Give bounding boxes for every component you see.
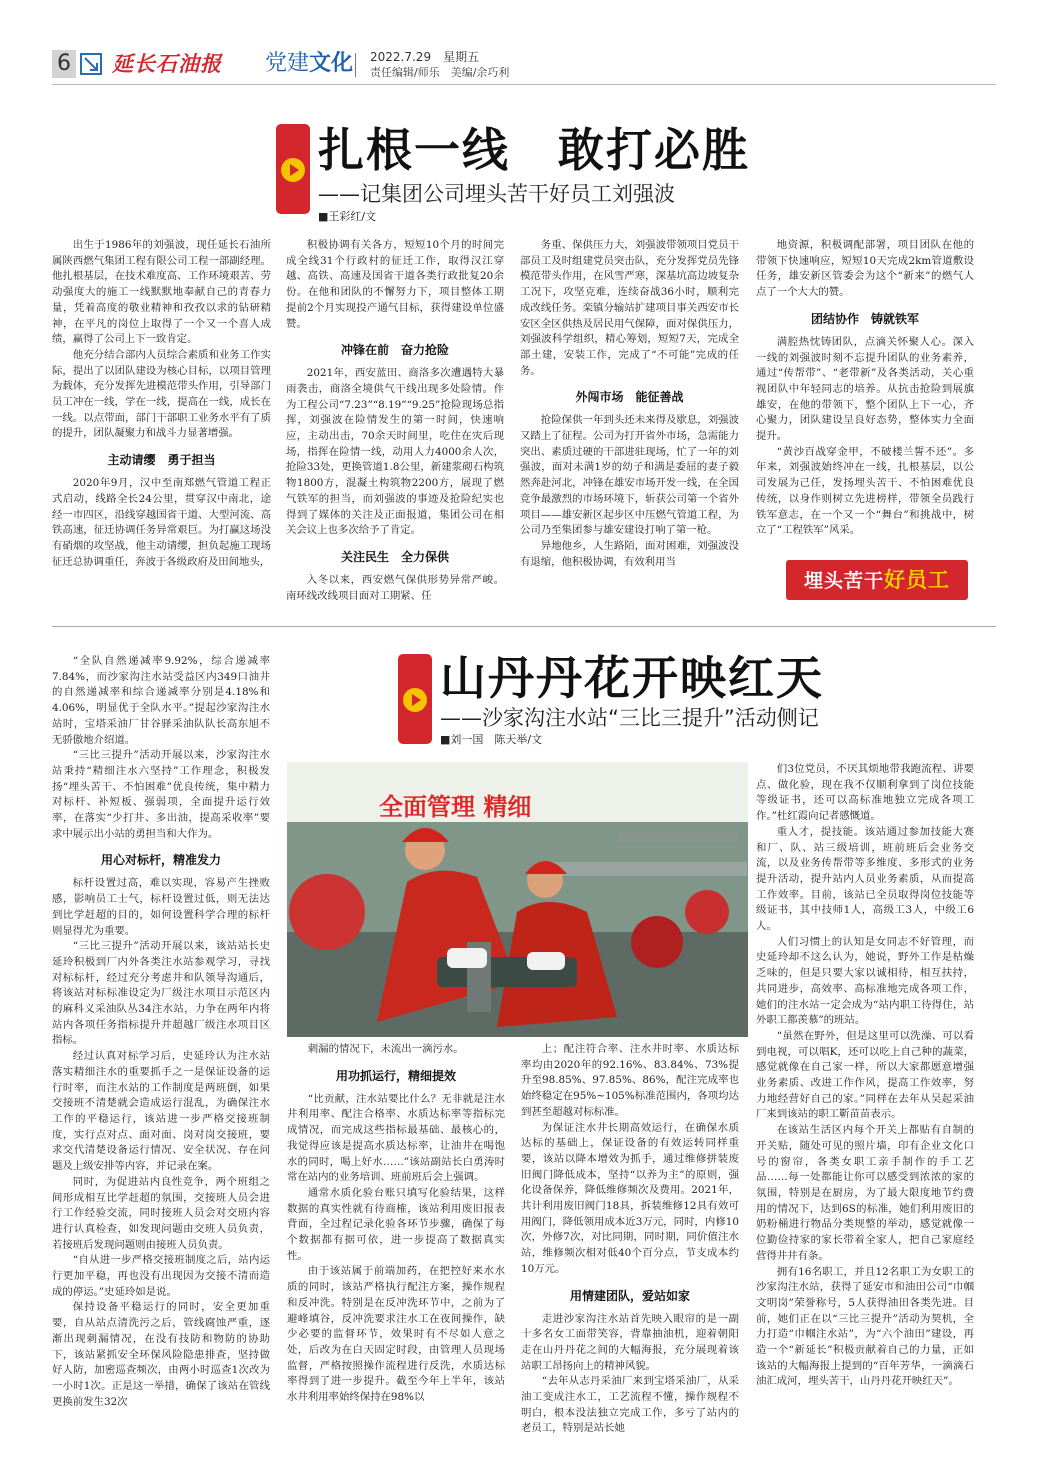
article1-column-4 bbox=[756, 238, 974, 556]
header-divider bbox=[355, 53, 356, 77]
section-heading: 关注民生 全力保供 bbox=[340, 549, 449, 564]
section-heading: 用功抓运行，精细提效 bbox=[335, 1068, 456, 1083]
paragraph: 上；配注符合率、注水井时率、水质达标率均由2020年的92.16%、83.84%、73%提升至98.85%、97.85%、86%，配注完成率也始终稳定在95%~105%标准范围内，各项均达到甚至超越对标标准。 bbox=[521, 1043, 739, 1118]
issue-date: 2022.7.29 星期五 bbox=[370, 50, 480, 64]
paragraph: 异地他乡，人生路陌，面对困难，刘强波没有退缩，他积极协调，有效利用当 bbox=[520, 539, 739, 568]
paragraph: “虽然在野外，但是这里可以洗澡、可以看到电视，可以唱K，还可以吃上自己种的蔬菜，感觉就像在自己家一样，所以大家都愿意增强业务素质、改进工作作风，提高工作效率，努力地经营好自己的家。”同样在去年从吴起采油厂来到该站的职工靳苗苗表示。 bbox=[756, 1029, 974, 1121]
paragraph: 拥有16名职工，并且12名职工为女职工的沙家沟注水站，获得了延安市和油田公司“巾帼文明岗”荣誉称号，5人获得油田各类先进。目前，她们正在以“三比三提升”活动为契机，全力打造“巾帼注水站”，为“六个油田”建设，再造一个“新延长”积极贡献着自己的力量，正如该站的大幅海报上提到的“百年芳华，一滴滴石油汇成河，埋头苦干，山丹丹花开映红天”。 bbox=[756, 1265, 974, 1388]
paragraph: 们3位党员，不厌其烦地带我跑流程、讲要点、做化验，现在我不仅顺利拿到了岗位技能等级证书，还可以高标准地独立完成各项工作。”杜红霞向记者感慨道。 bbox=[756, 763, 974, 823]
paragraph: “黄沙百战穿金甲，不破楼兰誓不还”。多年来，刘强波始终冲在一线，扎根基层，以公司发展为己任，发扬埋头苦干、不怕困难优良传统，以身作则树立先进榜样，带领全员践行铁军意志，在一个又一个“舞台”和挑战中，树立了“工程铁军”风采。 bbox=[756, 445, 974, 537]
paragraph: 2021年，西安蓝田、商洛多次遭遇特大暴雨袭击，商洛全境供气干线出现多处险情。作为工程公司“7.23”“8.19”“9.25”抢险现场总指挥，刘强波在险情发生的第一时间，快速响应，主动出击，70余天时间里，吃住在灾后现场，指挥在险情一线，动用人力4000余人次，抢险33处，更换管道1.8公里，新建浆砌石构筑物1800方，混凝土构筑物2200方，展现了燃气铁军的担当，而刘强波的事迹及抢险纪实也得到了媒体的关注及正面报道，集团公司在相关会议上也多次给予了肯定。 bbox=[286, 367, 504, 537]
article1-title: 扎根一线 敢打必胜 bbox=[318, 123, 750, 177]
article2-column-4 bbox=[756, 762, 974, 1434]
paragraph: 2020年9月，汉中至南郑燃气管道工程正式启动，线路全长24公里，贯穿汉中南北，途经一市四区，沿线穿越国省干道、大型河流、高铁高速，征迁协调任务异常艰巨。为打赢这场没有硝烟的攻坚战，他主动请缨，担负起施工现场征迁总协调重任，奔波于各级政府及田间地头， bbox=[52, 477, 271, 568]
section-heading: 用心对标杆，精准发力 bbox=[100, 853, 221, 868]
paragraph: 保持设备平稳运行的同时，安全更加重要，自从站点清洗污之后，管线腐蚀严重，逐渐出现刺漏情况，在没有技防和物防的协助下，该站紧抓安全环保风险隐患排查，坚持做好人防，加密巡查频次，由两小时巡查1次改为一小时1次。正是这一举措，确保了该站在管线更换前发生32次 bbox=[52, 1301, 270, 1408]
section-heading: 冲锋在前 奋力抢险 bbox=[340, 343, 449, 358]
good-employee-badge bbox=[786, 560, 968, 600]
badge-accent-text: 好员工 bbox=[884, 568, 950, 592]
article2-column-3 bbox=[521, 1042, 739, 1434]
play-icon bbox=[276, 124, 310, 214]
article1-byline: ■王彩红/文 bbox=[318, 210, 377, 223]
paragraph: 标杆设置过高，难以实现，容易产生挫败感，影响员工士气，标杆设置过低，则无法达到比学赶超的目的，如何设置科学合理的标杆则显得尤为重要。 bbox=[52, 877, 270, 937]
article-separator bbox=[52, 626, 996, 627]
section-heading: 团结协作 铸就铁军 bbox=[810, 311, 919, 326]
arrow-icon bbox=[80, 53, 102, 75]
badge-main-text: 埋头苦干 bbox=[803, 570, 884, 592]
paragraph: 务重、保供压力大，刘强波带领项目党员干部员工及时组建党员突击队，充分发挥党员先锋模范带头作用，在风雪严寒，深基坑高边坡复杂工况下，攻坚克难，连续奋战36小时，顺利完成改线任务。栾镇分输站扩建项目事关西安市长安区全区供热及居民用气保障，面对保供压力，刘强波科学组织，精心筹划，短短7天，完成全部土建，安装工作，完成了“不可能”完成的任务。 bbox=[520, 239, 739, 377]
section-name bbox=[265, 50, 353, 78]
play-icon bbox=[398, 654, 432, 744]
paragraph: 人们习惯上的认知是女同志不好管理，而史延玲却不这么认为，她说，野外工作是枯燥乏味的，但是只要大家以诚相待，相互扶持，共同进步，高效率、高标准地完成各项工作，她们的注水站一定会成为“站内职工待得住，站外职工都羡慕”的班站。 bbox=[756, 935, 974, 1027]
section-suffix: 文化 bbox=[309, 51, 354, 76]
paragraph: 走进沙家沟注水站首先映入眼帘的是一副十多名女工面带笑容，背靠抽油机，迎着朝阳走在山丹丹花之间的大幅海报，充分展现着该站职工昂扬向上的精神风貌。 bbox=[521, 1312, 739, 1372]
article1-column-3 bbox=[520, 238, 739, 610]
paragraph: 积极协调有关各方，短短10个月的时间完成全线31个行政村的征迁工作，取得汉江穿越、高铁、高速及国省干道各类行政批复20余份。在他和团队的不懈努力下，项目整体工期提前2个月实现投产通气目标，获得建设单位盛赞。 bbox=[286, 239, 504, 330]
article2-byline: ■刘一国 陈天举/文 bbox=[440, 733, 543, 746]
paragraph: “全队自然递减率9.92%，综合递减率7.84%，而沙家沟注水站受益区内349口油井的自然递减率和综合递减率分别是4.18%和4.06%，明显优于全队水平。”提起沙家沟注水站时，宝塔采油厂甘谷驿采油队队长高东旭不无骄傲地介绍道。 bbox=[52, 655, 270, 746]
paragraph: 地资源，积极调配部署，项目团队在他的带领下快速响应，短短10天完成2km管道敷设任务，雄安新区管委会为这个“新来”的燃气人点了一个大大的赞。 bbox=[756, 239, 974, 299]
paragraph: 经过认真对标学习后，史延玲认为注水站落实精细注水的重要抓手之一是保证设备的运行时率，而注水站的工作制度是两班倒，如果交接班不清楚就会造成运行混乱，为确保注水工作的平稳运行，该站进一步严格交接班制度，实行点对点、面对面、岗对岗交接班，要求交代清楚设备运行情况、安全状况、存在问题及上级安排等内容，并记录在案。 bbox=[52, 1050, 270, 1173]
paragraph: 满腔热忱铸团队，点滴关怀聚人心。深入一线的刘强波时刻不忘提升团队的业务素养，通过“传帮带”、“老带新”及各类活动，关心重视团队中年轻同志的培养。从抗击抢险到展旗雄安，在他的带领下，整个团队上下一心，齐心聚力，团队建设呈良好态势，整体实力全面提升。 bbox=[756, 335, 974, 443]
article2-column-1 bbox=[52, 654, 270, 1434]
paragraph: “三比三提升”活动开展以来，该站站长史延玲积极到厂内外各类注水站参观学习，寻找对标标杆，经过充分考虑井和队领导沟通后，将该站对标标准设定为厂级注水项目示范区内的麻科义采油队丛34注水站，力争在两年内将站内各项任务指标提升并超越厂级注水项目区指标。 bbox=[52, 940, 270, 1047]
article1-column-1 bbox=[52, 238, 271, 610]
article1-column-2 bbox=[286, 238, 504, 610]
page-number: 6 bbox=[52, 50, 76, 78]
paragraph: 出生于1986年的刘强波，现任延长石油所属陕西燃气集团工程有限公司工程一部副经理。他扎根基层，在技术难度高、工作环境艰苦、劳动强度大的施工一线默默地奉献自己的青春力量，凭着高度的敬业精神和孜孜以求的钻研精神，在平凡的岗位上取得了一个又一个喜人成绩，赢得了公司上下一致肯定。 bbox=[52, 239, 271, 346]
editor-credits: 责任编辑/师乐 美编/余巧利 bbox=[370, 66, 510, 79]
paragraph: 为保证注水井长期高效运行，在确保水质达标的基础上，保证设备的有效运转同样重要，该站以降本增效为抓手，通过维修拼装废旧阀门降低成本，坚持“以养为主”的原则，强化设备保养，降低维修频次及费用。2021年，共计利用废旧阀门18具，拆装维修12具有效可用阀门，降低领用成本近3万元，同时，内修10次，外修7次，对比同期，同时期，同价值注水站，维修频次相对低40个百分点，节支成本约10万元。 bbox=[521, 1121, 739, 1275]
paragraph: “比贡献，注水站要比什么？无非就是注水井利用率、配注合格率、水质达标率等指标完成情况，而完成这些指标最基础、最核心的，我觉得应该是提高水质达标率，让油井在喝饱水的同时，喝上好水……”该站副站长白勇涛时常在站内的业务培训、班前班后会上强调。 bbox=[287, 1092, 505, 1184]
article1-subtitle: ——记集团公司埋头苦干好员工刘强波 bbox=[318, 182, 675, 206]
article2-title: 山丹丹花开映红天 bbox=[440, 651, 824, 705]
paragraph: 入冬以来，西安燃气保供形势异常严峻。南环线改线项目面对工期紧、任 bbox=[286, 573, 504, 602]
paragraph: 同时，为促进站内良性竞争，两个班组之间形成相互比学赶超的氛围，交接班人员会进行工作经验交流，同时接班人员会对交班内容进行认真检查，如发现问题由交班人员负责，若接班后发现问题则由接班人员负责。 bbox=[52, 1175, 270, 1251]
paragraph: “三比三提升”活动开展以来，沙家沟注水站秉持“精细注水六坚持”工作理念，积极发扬“埋头苦干、不怕困难”优良传统，集中精力对标杆、补短板、强弱项，全面提升运行效率，在落实“少打井、多出油，提高采收率”要求中展示出小站的勇担当和大作为。 bbox=[52, 749, 270, 840]
paragraph: “自从进一步严格交接班制度之后，站内运行更加平稳，再也没有出现因为交接不清而造成的停运。”史延玲如是说。 bbox=[52, 1254, 270, 1298]
section-heading: 外闯市场 能征善战 bbox=[575, 390, 684, 405]
paragraph: 在该站生活区内每个开关上都贴有自制的开关贴，随处可见的照片墙，印有企业文化口号的窗帘，各类女职工亲手制作的手工艺品……每一处都能让你可以感受到浓浓的家的氛围，特别是在厨房，为了最大限度地节约费用的情况下，达到6S的标准，她们利用废旧的奶粉桶进行物品分类规整的举动，感觉就像一位勤俭持家的家长带着全家人，把自己家庭经营得井井有条。 bbox=[756, 1124, 974, 1262]
newspaper-logo: 延长石油报 bbox=[112, 51, 222, 76]
article2-subtitle: ——沙家沟注水站“三比三提升”活动侧记 bbox=[440, 706, 819, 730]
paragraph: 重人才，提技能。该站通过参加技能大赛和厂、队、站三级培训，班前班后会业务交流，以及业务传帮带等多维度、多形式的业务提升活动，提升站内人员业务素质，从而提高工作效率。目前，该站已全员取得岗位技能等级证书，其中技师1人，高级工3人，中级工6人。 bbox=[756, 825, 974, 933]
workers-photo bbox=[287, 762, 748, 1037]
paragraph: 他充分结合部内人员综合素质和业务工作实际，提出了以团队建设为核心目标，以项目管理为载体，充分发挥先进模范带头作用，引导部门员工冲在一线，学在一线，提高在一线，成长在一线。以点带面，部门干部职工业务水平有了质的提升，团队凝聚力和战斗力显著增强。 bbox=[52, 348, 271, 440]
section-heading: 主动请缨 勇于担当 bbox=[107, 453, 216, 468]
header-rule bbox=[52, 84, 996, 85]
paragraph: 刺漏的情况下，未流出一滴污水。 bbox=[307, 1043, 464, 1055]
paragraph: 通常水质化验台账只填写化验结果，这样数据的真实性就有待商榷，该站利用废旧报表背面，全过程记录化验各环节步骤，确保了每个数据都有据可依，进一步提高了数据真实性。 bbox=[287, 1186, 505, 1262]
paragraph: 抢险保供一年到头还未来得及歇息，刘强波又踏上了征程。公司为打开省外市场，急需能力突出、素质过硬的干部进驻现场，忙了一年的刘强波，面对未满1岁的幼子和满是委屈的妻子毅然奔赴河北，冲锋在雄安市场开发一线，在全国竞争最激烈的市场环境下，斩获公司第一个省外项目——雄安新区起步区中压燃气管道工程，为公司乃至集团参与雄安建设打响了第一枪。 bbox=[520, 414, 739, 537]
article2-column-2 bbox=[287, 1042, 505, 1434]
section-prefix: 党建 bbox=[265, 51, 310, 76]
paragraph: “去年从志丹采油厂来到宝塔采油厂，从采油工变成注水工，工艺流程不懂，操作规程不明白，根本没法独立完成工作，多亏了站内的老员工，特别是站长她 bbox=[521, 1375, 739, 1434]
photo-banner-text: 全面管理 精细 bbox=[379, 793, 532, 821]
page-header bbox=[52, 50, 996, 82]
paragraph: 由于该站属于前端加药，在把控好来水水质的同时，该站严格执行配注方案，操作规程和反冲洗。特别是在反冲洗环节中，之前为了避峰填谷，反冲洗要求注水工在夜间操作，缺少必要的监督环节，效果时有不尽如人意之处，后改为在白天固定时段，由管理人员现场监督，严格按照操作流程进行反洗，水质达标率得到了进一步提升。截至今年上半年，该站水井利用率始终保持在98%以 bbox=[287, 1265, 505, 1404]
section-heading: 用情建团队，爱站如家 bbox=[569, 1288, 690, 1303]
